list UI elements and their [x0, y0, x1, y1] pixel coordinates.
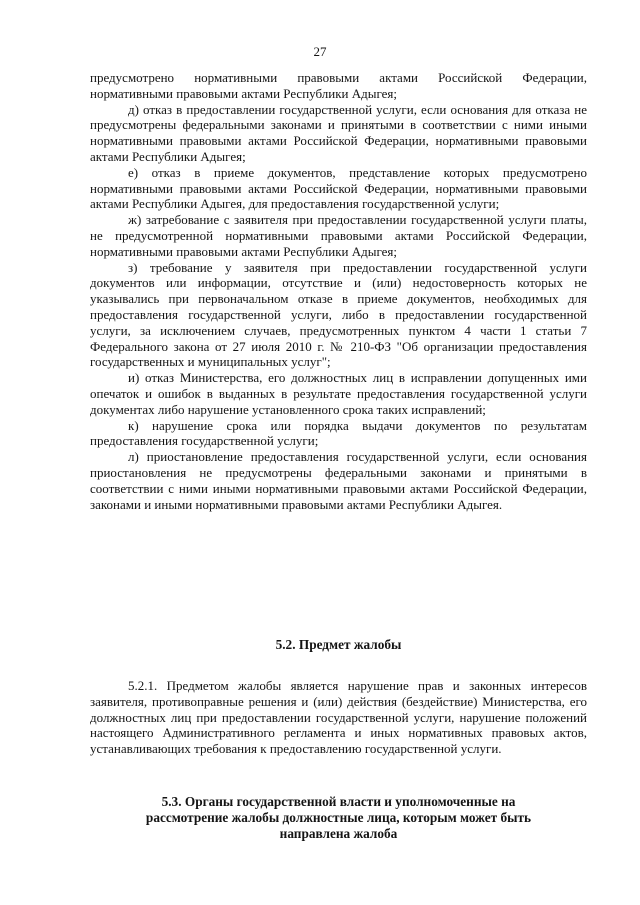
- section-5-3-heading: 5.3. Органы государственной власти и уполномоченные на рассмотрение жалобы должностные лица, которым может быть направлена жалоба: [145, 794, 532, 841]
- list-item-l: л) приостановление предоставления государственной услуги, если основания приостановления не предусмотрены федеральными законами и принятыми в соответствии с ними иными нормативными правовыми актами Российской Федерации, законами и иными нормативными правовыми актами Республики Адыгея.: [90, 449, 587, 512]
- list-item-zh: ж) затребование с заявителя при предоставлении государственной услуги платы, не предусмотренной нормативными правовыми актами Российской Федерации, нормативными правовыми актами Республики Адыгея;: [90, 212, 587, 259]
- list-item-d: д) отказ в предоставлении государственной услуги, если основания для отказа не предусмотрены федеральными законами и принятыми в соответствии с ними иными нормативными правовыми актами Российской Федерации, нормативными правовыми актами Республики Адыгея;: [90, 101, 587, 164]
- list-item-e: е) отказ в приеме документов, представление которых предусмотрено нормативными правовыми актами Российской Федерации, нормативными правовыми актами Республики Адыгея, для предоставления государственной услуги;: [90, 164, 587, 212]
- list-item-z: з) требование у заявителя при предоставлении государственной услуги документов или информации, отсутствие и (или) недостоверность которых не указывались при первоначальном отказе в приеме документов, необходимых для предоставления государственной услуги, либо в предоставлении государственной услуги, за исключением случаев, предусмотренных пунктом 4 части 1 статьи 7 Федерального закона от 27 июля 2010 г. № 210-ФЗ "Об организации предоставления государственных и муниципальных услуг";: [90, 259, 587, 370]
- list-item-k: к) нарушение срока или порядка выдачи документов по результатам предоставления государственной услуги;: [90, 417, 587, 449]
- paragraph-continuation: предусмотрено нормативными правовыми актами Российской Федерации, нормативными правовыми актами Республики Адыгея;: [90, 70, 587, 101]
- page-number: 27: [313, 44, 327, 59]
- section-5-2-body: [90, 678, 587, 757]
- section-5-2-heading: 5.2. Предмет жалобы: [275, 637, 402, 652]
- complaint-grounds-list: [90, 70, 587, 512]
- list-item-i: и) отказ Министерства, его должностных лиц в исправлении допущенных ими опечаток и ошибок в выданных в результате предоставления государственной услуги документах либо нарушение установленного срока таких исправлений;: [90, 370, 587, 417]
- section-5-2-1-paragraph: 5.2.1. Предметом жалобы является нарушение прав и законных интересов заявителя, противоправные решения и (или) действия (бездействие) Министерства, его должностных лиц при предоставлении государственной услуги, нарушение положений настоящего Административного регламента и иных нормативных правовых актов, устанавливающих требования к предоставлению государственной услуги.: [90, 678, 587, 757]
